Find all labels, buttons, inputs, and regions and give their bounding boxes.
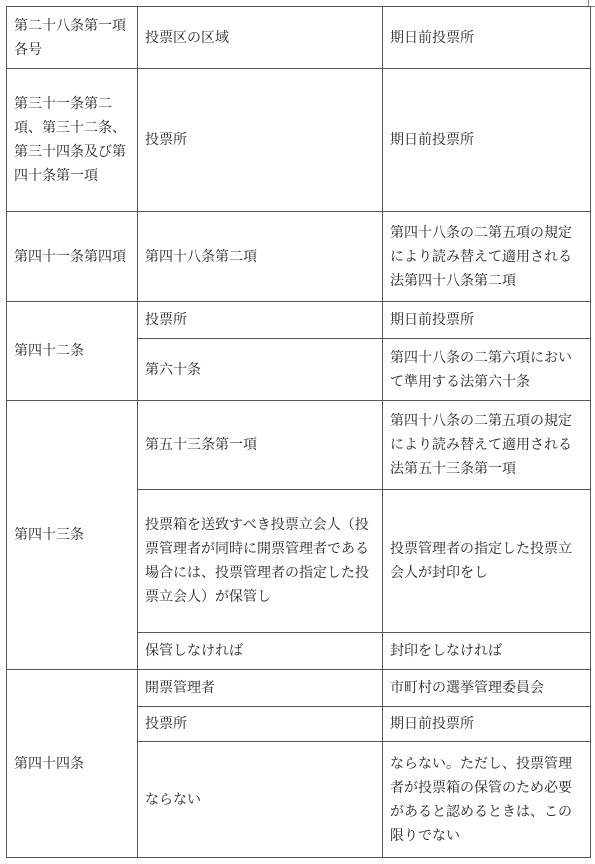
article-cell: 第二十八条第一項各号 xyxy=(7,7,138,69)
original-text-cell: 開票管理者 xyxy=(138,670,383,707)
replacement-text-cell: 期日前投票所 xyxy=(383,707,591,742)
replacement-text-cell: 封印をしなければ xyxy=(383,633,591,670)
replacement-text-cell: 期日前投票所 xyxy=(383,69,591,212)
article-cell: 第四十三条 xyxy=(7,401,138,670)
replacement-text-cell: 期日前投票所 xyxy=(383,7,591,69)
substitution-table xyxy=(6,6,591,858)
original-text-cell: 投票所 xyxy=(138,707,383,742)
original-text-cell: 第四十八条第二項 xyxy=(138,212,383,302)
table-row xyxy=(7,302,591,339)
replacement-text-cell: 第四十八条の二第五項の規定により読み替えて適用される法第四十八条第二項 xyxy=(383,212,591,302)
original-text-cell: 投票箱を送致すべき投票立会人（投票管理者が同時に開票管理者である場合には、投票管理者の指定した投票立会人）が保管し xyxy=(138,490,383,633)
original-text-cell: 保管しなければ xyxy=(138,633,383,670)
table-row xyxy=(7,212,591,302)
original-text-cell: 投票区の区域 xyxy=(138,7,383,69)
original-text-cell: ならない xyxy=(138,742,383,858)
original-text-cell: 投票所 xyxy=(138,302,383,339)
article-cell: 第四十二条 xyxy=(7,302,138,401)
replacement-text-cell: 第四十八条の二第六項において準用する法第六十条 xyxy=(383,339,591,401)
replacement-text-cell: ならない。ただし、投票管理者が投票箱の保管のため必要があると認めるときは、この限りでない xyxy=(383,742,591,858)
original-text-cell: 第六十条 xyxy=(138,339,383,401)
replacement-text-cell: 期日前投票所 xyxy=(383,302,591,339)
table-row xyxy=(7,7,591,69)
original-text-cell: 第五十三条第一項 xyxy=(138,401,383,490)
replacement-text-cell: 投票管理者の指定した投票立会人が封印をし xyxy=(383,490,591,633)
replacement-text-cell: 市町村の選挙管理委員会 xyxy=(383,670,591,707)
article-cell: 第四十一条第四項 xyxy=(7,212,138,302)
table-row xyxy=(7,670,591,707)
article-cell: 第三十一条第二項、第三十二条、第三十四条及び第四十条第一項 xyxy=(7,69,138,212)
table-row xyxy=(7,69,591,212)
article-cell: 第四十四条 xyxy=(7,670,138,858)
table-row xyxy=(7,401,591,490)
replacement-text-cell: 第四十八条の二第五項の規定により読み替えて適用される法第五十三条第一項 xyxy=(383,401,591,490)
original-text-cell: 投票所 xyxy=(138,69,383,212)
